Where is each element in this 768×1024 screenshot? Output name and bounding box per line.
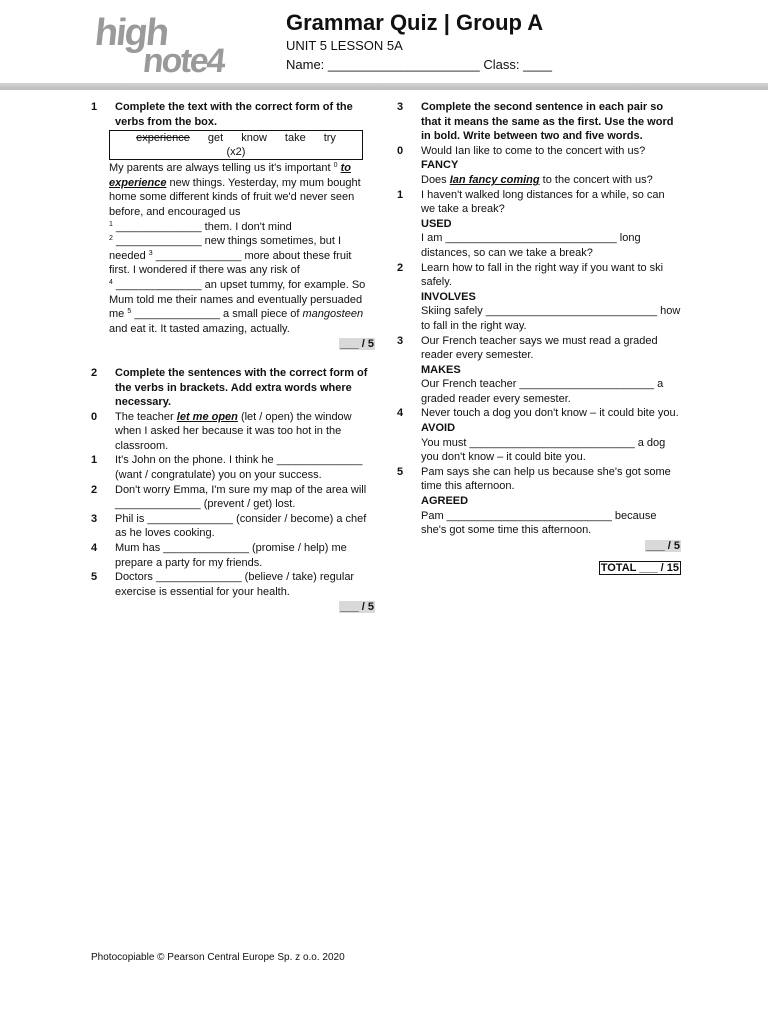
list-item: 0 The teacher let me open (let / open) the window when I asked her because it was too hot in the classroom.	[91, 410, 352, 452]
question-1	[91, 100, 375, 352]
question-number: 2	[91, 366, 98, 379]
example-answer: let me open	[176, 410, 238, 423]
list-item[interactable]: 2 Don't worry Emma, I'm sure my map of the area will ______________ (prevent / get) lost.	[91, 483, 367, 511]
gap-blank[interactable]: ______________	[134, 308, 220, 321]
question-instruction: Complete the second sentence in each pair so that it means the same as the first. Use the word in bold. Write between two and five words.	[421, 101, 674, 143]
score-box: ___ / 5	[340, 338, 374, 351]
high-note-logo	[92, 12, 226, 80]
box-note: (x2)	[226, 146, 246, 159]
logo-number: 4	[204, 42, 226, 80]
keyword: FANCY	[421, 159, 459, 172]
name-class-line: Name: _____________________ Class: ____	[286, 57, 552, 72]
logo-word-note: note4	[141, 42, 226, 80]
list-item[interactable]: 3 Our French teacher says we must read a graded reader every semester. MAKES Our French teacher ______________________ a graded reader every semester.	[397, 334, 664, 405]
question-2	[91, 366, 375, 615]
box-word: know	[241, 132, 267, 145]
score-box: ___ / 5	[340, 601, 374, 614]
total-score-box: TOTAL ___ / 15	[600, 562, 679, 575]
keyword: AGREED	[421, 495, 469, 508]
word-box	[109, 130, 363, 160]
list-item: 0 Would Ian like to come to the concert with us? FANCY Does Ian fancy coming to the concert with us?	[397, 144, 653, 186]
score-box: ___ / 5	[646, 539, 680, 552]
gap-blank[interactable]: ______________	[115, 278, 202, 291]
keyword: USED	[421, 217, 452, 230]
box-word: get	[207, 132, 224, 145]
header-divider	[0, 83, 768, 90]
list-item[interactable]: 2 Learn how to fall in the right way if you want to ski safely. INVOLVES Skiing safely ____________________________ how to fall in the right way.	[397, 261, 681, 332]
question-number: 3	[397, 101, 404, 113]
gap-blank[interactable]: ______________	[115, 235, 202, 248]
question-instruction: Complete the sentences with the correct form of the verbs in brackets. Add extra words where necessary.	[115, 366, 368, 409]
question-instruction: Complete the text with the correct form of the verbs from the box.	[115, 101, 353, 128]
list-item[interactable]: 1 It's John on the phone. I think he ______________ (want / congratulate) you on your success.	[91, 454, 363, 482]
keyword: AVOID	[421, 422, 456, 435]
keyword: INVOLVES	[421, 290, 476, 303]
example-answer: to experience	[109, 162, 351, 189]
gap-blank[interactable]: ______________	[155, 249, 242, 262]
logo-word-high: high	[92, 12, 170, 54]
list-item[interactable]: 4 Mum has ______________ (promise / help) me prepare a party for my friends.	[91, 542, 347, 569]
copyright-footer: Photocopiable © Pearson Central Europe Sp. z o.o. 2020	[91, 952, 345, 963]
list-item[interactable]: 4 Never touch a dog you don't know – it could bite you. AVOID You must ___________________________ a dog you don't know – it could bite you.	[397, 407, 679, 464]
box-word: try	[323, 132, 336, 145]
question-number: 1	[91, 101, 98, 113]
keyword: MAKES	[421, 363, 461, 376]
right-column	[397, 100, 681, 576]
gap-text: My parents are always telling us it's important $^0$ to experience new things. Yesterday, my mum bought home some different kinds of fruit we'd never seen before, and encouraged us $^1$ ______________ them. I don't mind $^2$ ______________ new things sometimes, but I needed $^3$ ______________ more about these fruit first. I wondered if there was any risk of $^4$ ______________ an upset tummy, for example. So Mum told me their names and eventually persuaded me $^5$ ______________ a small piece of mangosteen and eat it. It tasted amazing, actually.	[109, 162, 366, 335]
lesson-subtitle: UNIT 5 LESSON 5A	[286, 38, 403, 53]
question-3	[397, 100, 681, 576]
gap-blank[interactable]: ______________	[115, 220, 202, 233]
box-word: take	[284, 132, 306, 145]
list-item[interactable]: 1 I haven't walked long distances for a while, so can we take a break? USED I am ____________________________ long distances, so can we take a break?	[397, 188, 665, 259]
page-title: Grammar Quiz | Group A	[286, 10, 544, 35]
left-column	[91, 100, 375, 615]
box-word: experience	[136, 132, 190, 145]
example-answer: Ian fancy coming	[449, 173, 540, 186]
list-item[interactable]: 3 Phil is ______________ (consider / become) a chef as he loves cooking.	[91, 512, 367, 540]
list-item[interactable]: 5 Doctors ______________ (believe / take) regular exercise is essential for your health.	[91, 571, 355, 598]
list-item[interactable]: 5 Pam says she can help us because she's got some time this afternoon. AGREED Pam ___________________________ because she's got some time this afternoon.	[397, 465, 671, 537]
